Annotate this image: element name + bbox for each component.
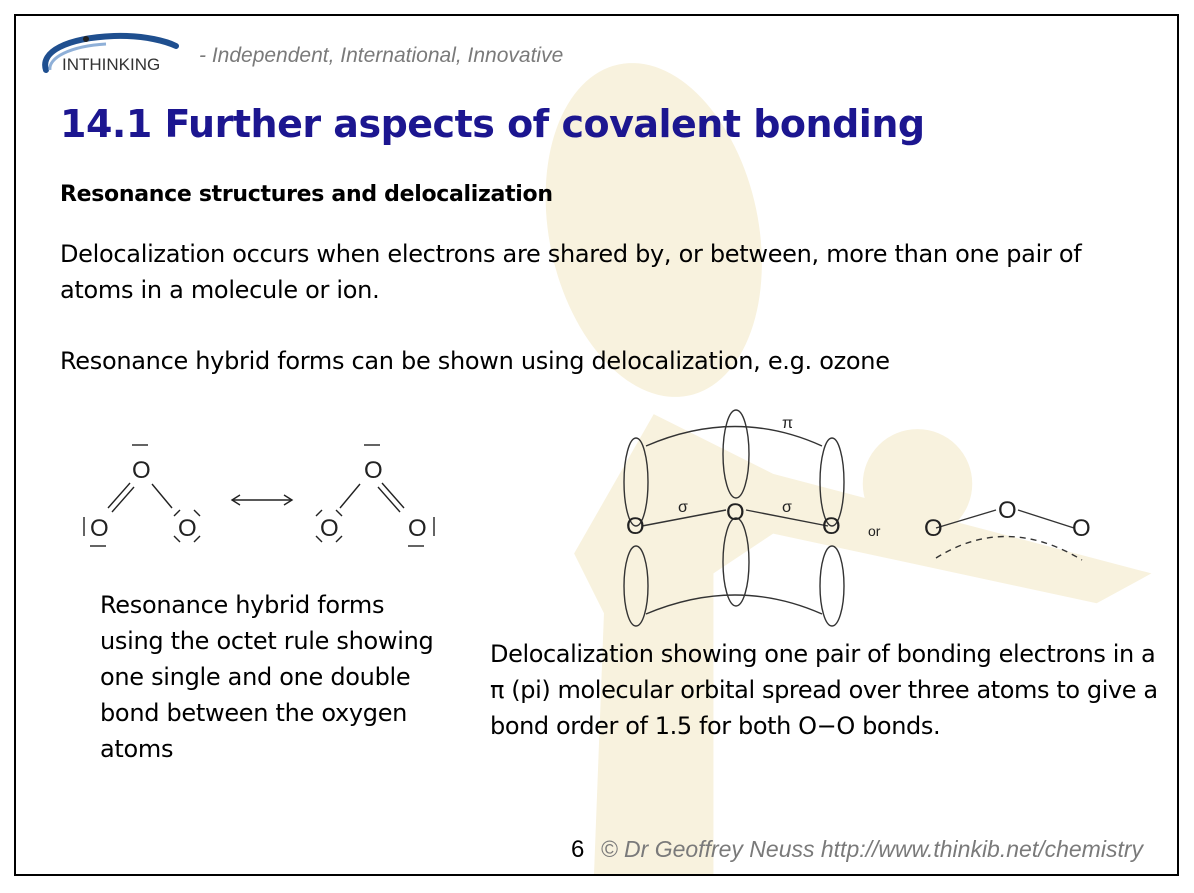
caption-resonance-forms: Resonance hybrid forms using the octet rule showing one single and one double bond between the oxygen atoms (100, 591, 434, 763)
resonance-paragraph: Resonance hybrid forms can be shown using delocalization, e.g. ozone (60, 347, 890, 375)
copyright-text: © Dr Geoffrey Neuss http://www.thinkib.net/chemistry (600, 836, 1143, 862)
atom-o-right-1: O (178, 515, 197, 542)
slide (14, 14, 1179, 876)
atom-o-left-1: O (90, 515, 109, 542)
footer (571, 836, 1143, 864)
atom-o-top-2: O (364, 457, 383, 484)
atom-o-top-1: O (132, 457, 151, 484)
logo-text: INTHINKING (62, 55, 161, 74)
atom-o-center-alt: O (998, 497, 1017, 524)
section-subheading: Resonance structures and delocalization (60, 182, 553, 207)
page-title: 14.1 Further aspects of covalent bonding (60, 102, 925, 146)
pi-orbital-diagram (606, 402, 1096, 630)
atom-o-left-2: O (320, 515, 339, 542)
caption-delocalization: Delocalization showing one pair of bonding electrons in a π (pi) molecular orbital spread over three atoms to give a bond order of 1.5 for both O−O bonds. (490, 640, 1158, 740)
ozone-resonance-diagram (64, 428, 454, 553)
inthinking-logo (36, 30, 196, 74)
sigma-label-right: σ (782, 499, 792, 516)
atom-o-center-pi: O (726, 499, 745, 526)
atom-o-right-2: O (408, 515, 427, 542)
or-label: or (868, 523, 881, 539)
definition-paragraph: Delocalization occurs when electrons are shared by, or between, more than one pair of atoms in a molecule or ion. (60, 240, 1082, 304)
pi-label: π (782, 415, 794, 432)
atom-o-right-pi: O (822, 513, 841, 540)
sigma-label-left: σ (678, 499, 688, 516)
tagline: - Independent, International, Innovative (199, 44, 564, 67)
atom-o-right-alt: O (1072, 515, 1091, 542)
atom-o-left-alt: O (924, 515, 943, 542)
page-number: 6 (570, 836, 585, 863)
atom-o-left-pi: O (626, 513, 645, 540)
